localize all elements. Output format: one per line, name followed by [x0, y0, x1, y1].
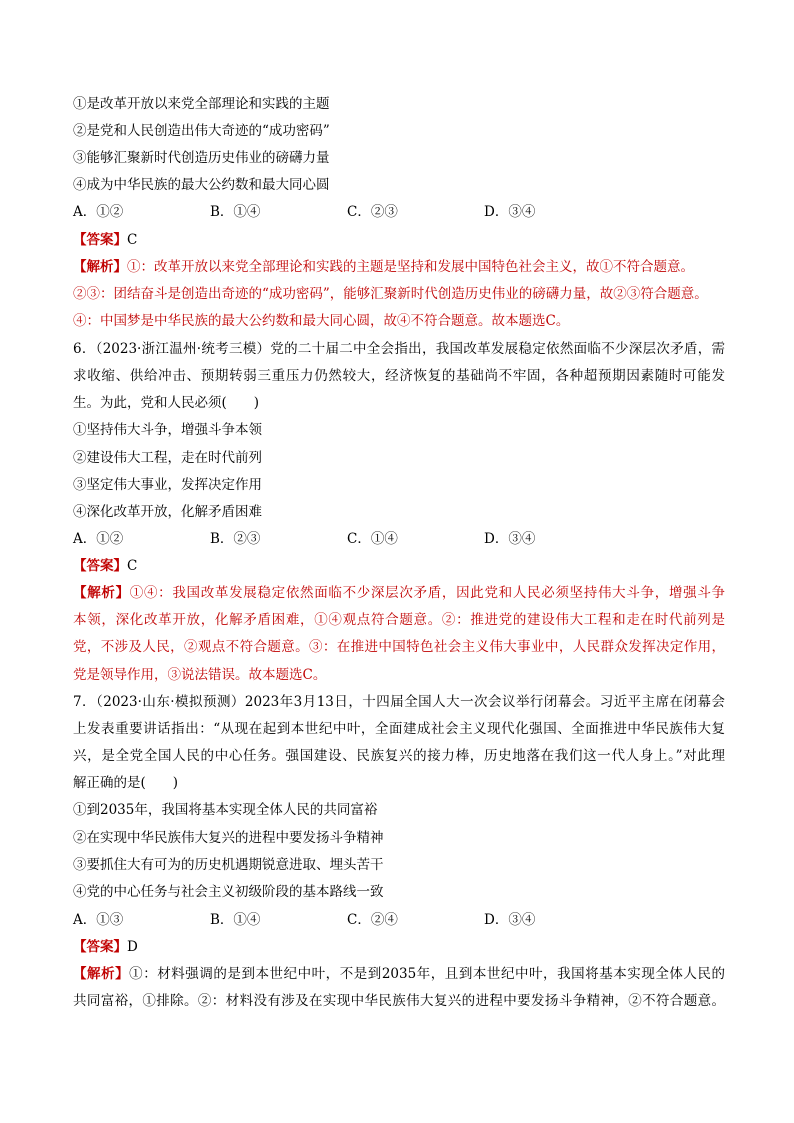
- q6-analysis-line-4: 党是领导作用，③说法错误。故本题选C。: [73, 667, 327, 683]
- q7-stem-line-3: 兴，是全党全国人民的中心任务。强国建设、民族复兴的接力棒，历史地落在我们这一代人身上。”对此理: [73, 748, 725, 764]
- q7-item-2: ②在实现中华民族伟大复兴的进程中要发扬斗争精神: [73, 830, 384, 846]
- q7-stem-line-1: 7．（2023·山东·模拟预测）2023年3月13日，十四届全国人大一次会议举行闭幕会。习近平主席在闭幕会: [73, 694, 725, 710]
- q6-option-a: A．①②: [73, 531, 124, 547]
- q6-analysis-line-2: 本领，深化改革开放，化解矛盾困难，①④观点符合题意。②：推进党的建设伟大工程和走在时代前列是: [73, 612, 725, 628]
- q6-option-b: B．②③: [210, 531, 261, 547]
- q7-analysis-line-2: 共同富裕，①排除。②：材料没有涉及在实现中华民族伟大复兴的进程中要发扬斗争精神，②不符合题意。: [73, 993, 725, 1009]
- q7-item-3: ③要抓住大有可为的历史机遇期锐意进取、埋头苦干: [73, 857, 384, 873]
- q5-option-b: B．①④: [210, 204, 261, 220]
- q7-answer: [73, 938, 725, 956]
- q5-option-a: A．①②: [73, 204, 124, 220]
- q5-analysis-line-3: ④：中国梦是中华民族的最大公约数和最大同心圆，故④不符合题意。故本题选C。: [73, 313, 570, 329]
- q5-answer: [73, 231, 725, 249]
- q6-item-1: ①坚持伟大斗争，增强斗争本领: [73, 422, 262, 438]
- analysis-tag: 【解析】: [73, 259, 127, 275]
- q5-item-2: ②是党和人民创造出伟大奇迹的“成功密码”: [73, 123, 330, 139]
- q7-stem-line-4: 解正确的是( ): [73, 775, 179, 791]
- answer-value: C: [127, 232, 138, 248]
- q6-option-d: D．③④: [484, 531, 536, 547]
- q5-item-1: ①是改革开放以来党全部理论和实践的主题: [73, 96, 330, 112]
- q6-answer: [73, 557, 725, 575]
- q6-analysis-line-3: 党，不涉及人民，②观点不符合题意。③：在推进中国特色社会主义伟大事业中，人民群众发挥决定作用，: [73, 639, 725, 655]
- analysis-text: ①：材料强调的是到本世纪中叶，不是到2035年，且到本世纪中叶，我国将基本实现全体人民的: [129, 966, 726, 982]
- q7-item-1: ①到2035年，我国将基本实现全体人民的共同富裕: [73, 802, 378, 818]
- answer-tag: 【答案】: [73, 939, 127, 955]
- q7-option-c: C．②④: [347, 912, 398, 928]
- analysis-text: ①：改革开放以来党全部理论和实践的主题是坚持和发展中国特色社会主义，故①不符合题意。: [127, 259, 694, 275]
- q7-option-d: D．③④: [484, 912, 536, 928]
- answer-tag: 【答案】: [73, 558, 127, 574]
- q5-option-d: D．③④: [484, 204, 536, 220]
- q5-item-4: ④成为中华民族的最大公约数和最大同心圆: [73, 177, 330, 193]
- q6-analysis-line-1: [73, 584, 725, 602]
- q6-option-c: C．①④: [347, 531, 398, 547]
- analysis-tag: 【解析】: [73, 966, 130, 982]
- q6-item-3: ③坚定伟大事业，发挥决定作用: [73, 477, 262, 493]
- analysis-tag: 【解析】: [73, 585, 130, 601]
- q7-analysis-line-1: [73, 965, 725, 983]
- analysis-text: ①④：我国改革发展稳定依然面临不少深层次矛盾，因此党和人民必须坚持伟大斗争，增强斗争: [129, 585, 726, 601]
- q6-item-2: ②建设伟大工程，走在时代前列: [73, 450, 262, 466]
- q6-item-4: ④深化改革开放，化解矛盾困难: [73, 504, 262, 520]
- q6-stem-line-2: 求收缩、供给冲击、预期转弱三重压力仍然较大，经济恢复的基础尚不牢固，各种超预期因素随时可能发: [73, 368, 725, 384]
- q7-option-a: A．①③: [73, 912, 124, 928]
- q7-option-b: B．①④: [210, 912, 261, 928]
- q5-analysis-line-2: ②③：团结奋斗是创造出奇迹的“成功密码”，能够汇聚新时代创造历史伟业的磅礴力量，故②③符合题意。: [73, 286, 708, 302]
- q5-analysis-line-1: [73, 258, 725, 276]
- q5-option-c: C．②③: [347, 204, 398, 220]
- q7-stem-line-2: 上发表重要讲话指出：“从现在起到本世纪中叶，全面建成社会主义现代化强国、全面推进中华民族伟大复: [73, 721, 725, 737]
- q5-item-3: ③能够汇聚新时代创造历史伟业的磅礴力量: [73, 150, 330, 166]
- q6-stem-line-1: 6．（2023·浙江温州·统考三模）党的二十届二中全会指出，我国改革发展稳定依然面临不少深层次矛盾，需: [73, 341, 725, 357]
- answer-value: D: [127, 939, 138, 955]
- answer-value: C: [127, 558, 138, 574]
- q6-stem-line-3: 生。为此，党和人民必须( ): [73, 395, 260, 411]
- answer-tag: 【答案】: [73, 232, 127, 248]
- q7-item-4: ④党的中心任务与社会主义初级阶段的基本路线一致: [73, 884, 384, 900]
